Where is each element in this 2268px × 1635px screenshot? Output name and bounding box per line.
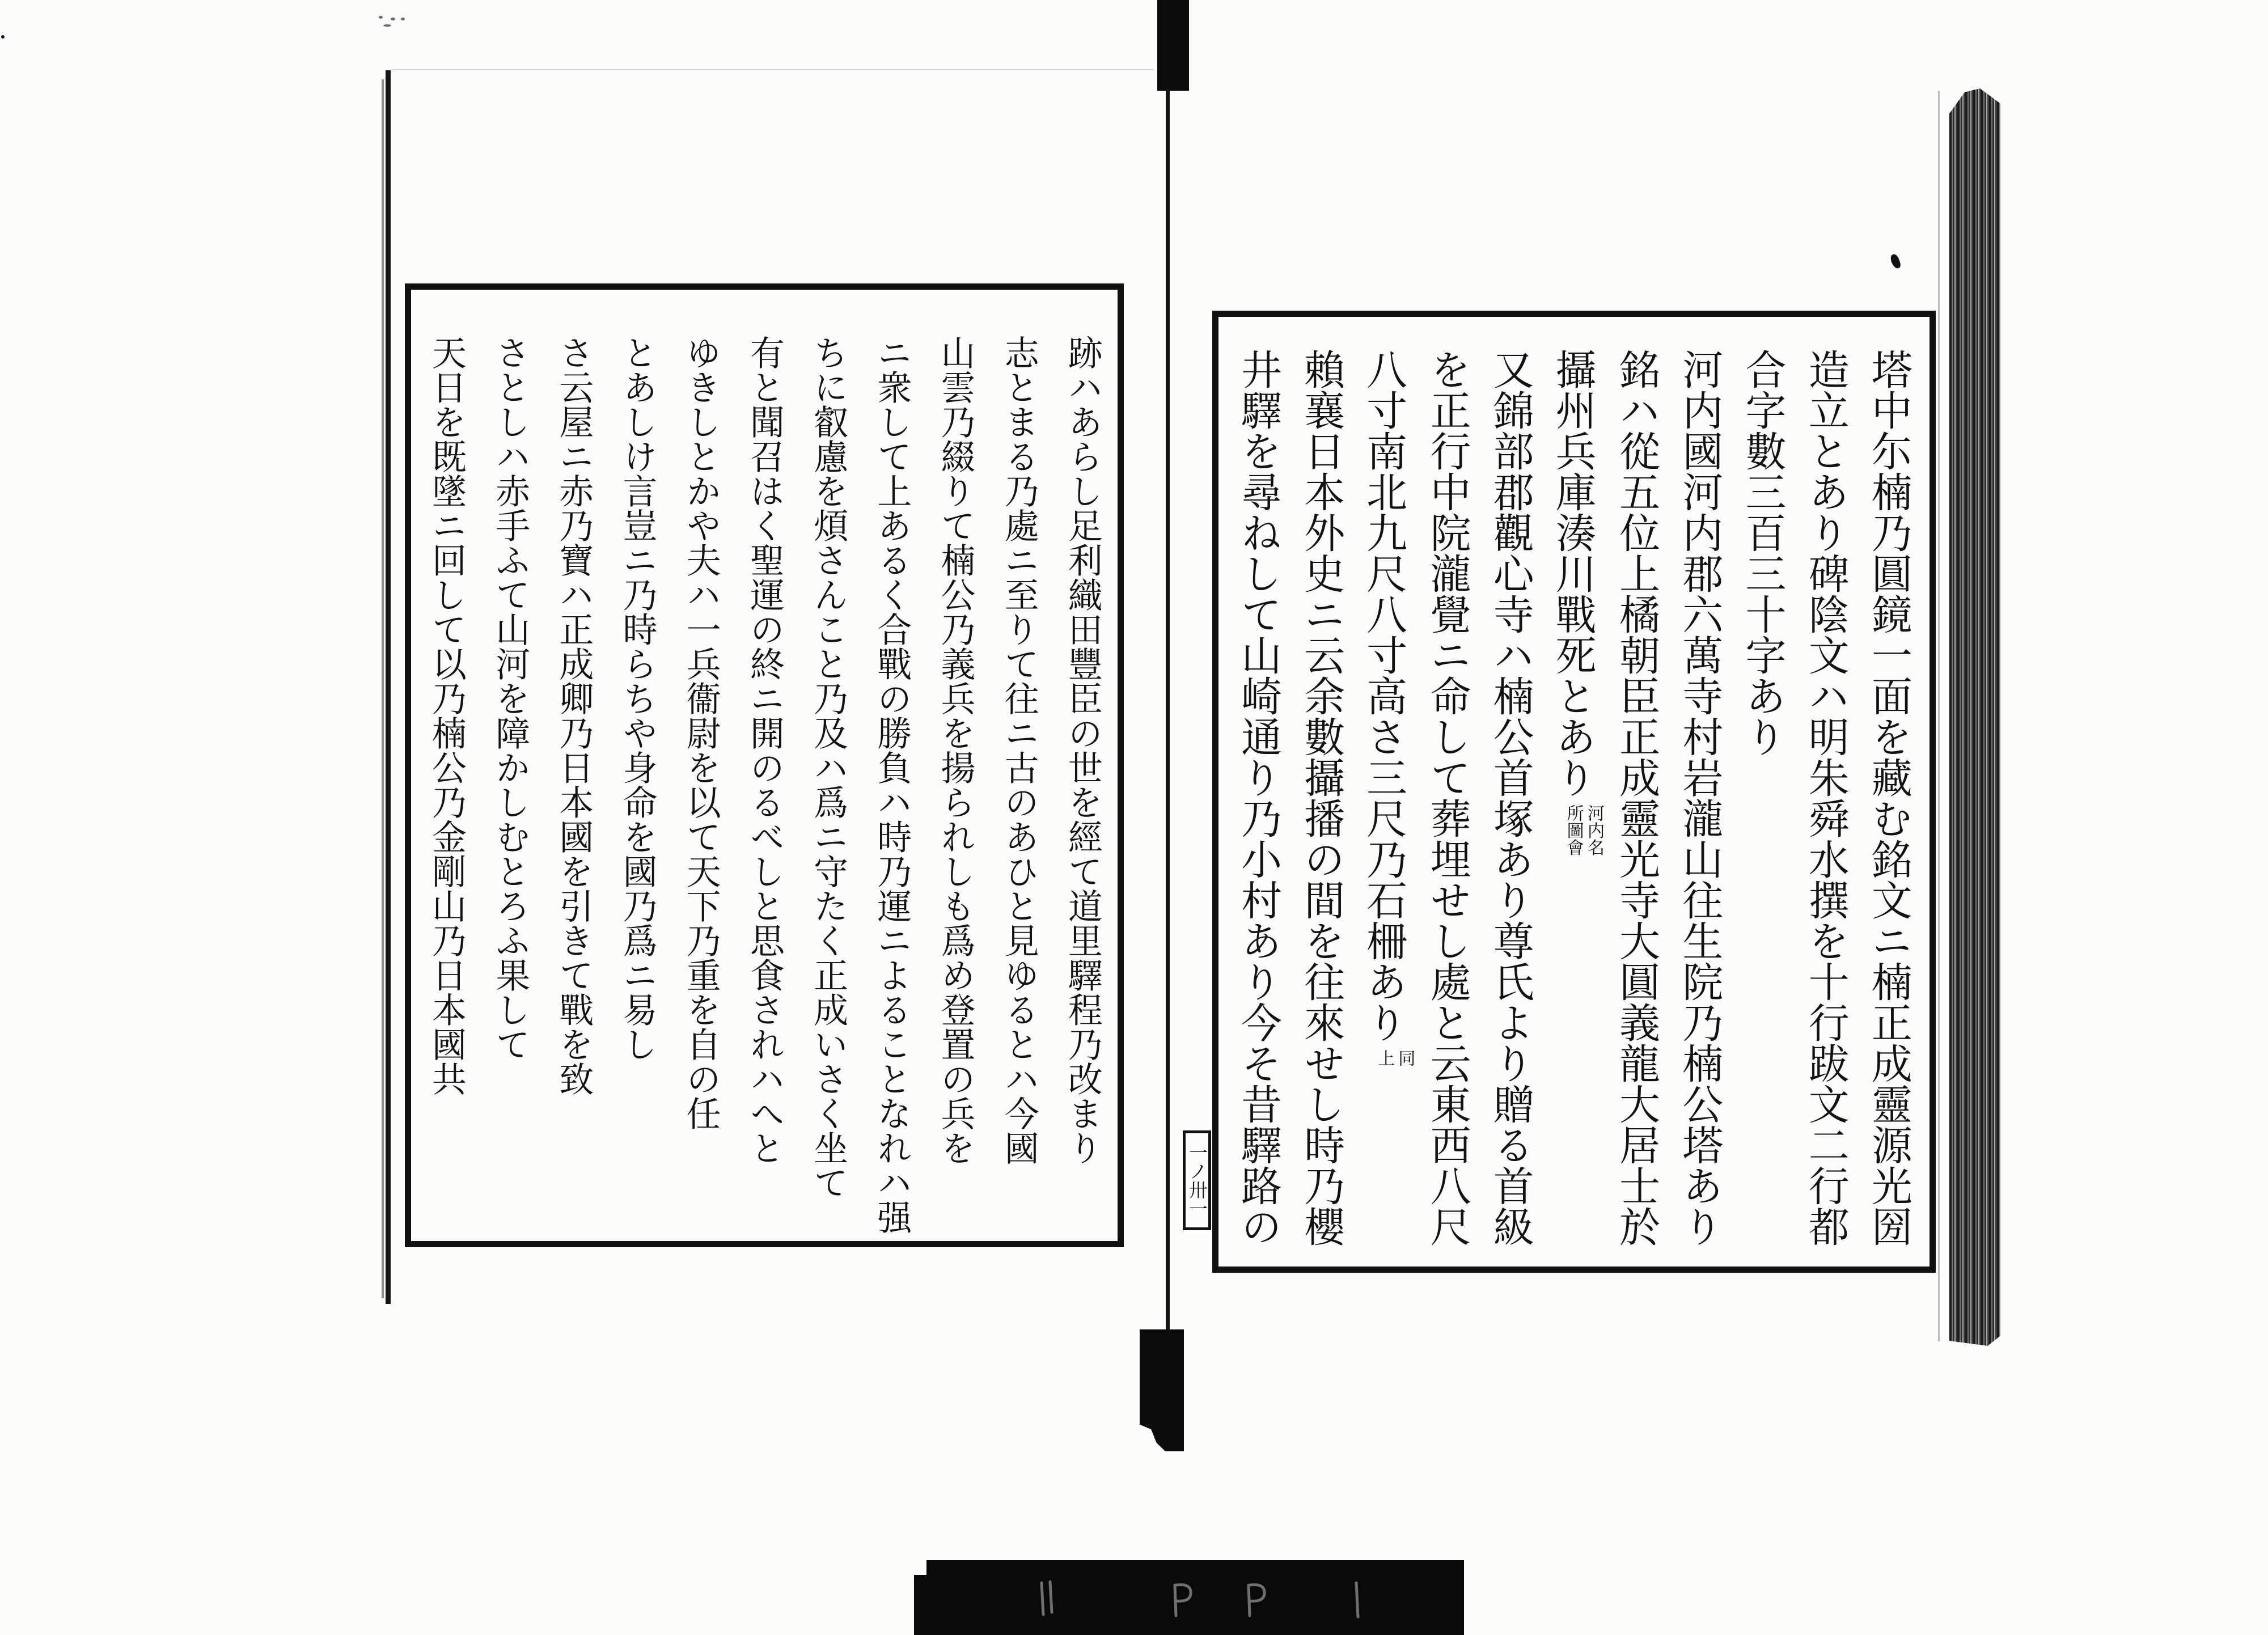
source-note xyxy=(1563,804,1604,856)
right-page-column-9 xyxy=(1353,349,1415,1262)
column-text: 合字數三百三十字あり xyxy=(1738,349,1787,757)
left-page-column-11 xyxy=(416,335,477,1238)
page-stack-edge xyxy=(1949,88,2000,1346)
column-text: 塔中尓楠乃圓鏡一面を藏む銘文ニ楠正成靈源光圀 xyxy=(1864,349,1912,1247)
scan-speck xyxy=(391,18,395,20)
left-page-column-8 xyxy=(607,335,668,1238)
right-page-outer-edge xyxy=(1938,91,1940,1341)
source-note-line: 同 xyxy=(1395,1049,1415,1067)
right-page-column-2 xyxy=(1795,349,1856,1262)
right-page-text-frame xyxy=(1212,311,1936,1273)
left-page-column-2 xyxy=(988,335,1050,1238)
right-page-column-3 xyxy=(1732,349,1793,1262)
column-text: ちに叡慮を煩さんこと乃及ハ爲ニ守たく正成いさく坐て xyxy=(808,335,849,1200)
column-text: 八寸南北九尺八寸高さ三尺乃石柵あり xyxy=(1360,349,1408,1043)
left-page-edge-shadow xyxy=(382,79,384,1298)
column-text: 井驛を尋ねして山崎通り乃小村あり今そ昔驛路の xyxy=(1234,349,1282,1247)
left-page-column-10 xyxy=(479,335,540,1238)
source-note-line: 上 xyxy=(1374,1049,1395,1067)
left-page-text-frame xyxy=(405,283,1124,1247)
source-note xyxy=(1374,1049,1415,1066)
right-page-column-1 xyxy=(1858,349,1919,1262)
column-text: 天日を既墜ニ回して以乃楠公乃金剛山乃日本國共 xyxy=(426,335,467,1096)
binding-gutter-line xyxy=(1166,88,1170,1333)
page-number-tab xyxy=(1183,1130,1211,1230)
source-note-line: 所圖會 xyxy=(1563,804,1584,856)
column-text: とあしけ言豈ニ乃時らちや身命を國乃爲ニ易し xyxy=(617,335,658,1061)
left-page-column-4 xyxy=(861,335,922,1238)
scan-speck xyxy=(1,35,5,39)
right-page-text xyxy=(1228,349,1919,1262)
left-page-column-3 xyxy=(925,335,986,1238)
left-page-column-7 xyxy=(670,335,731,1238)
column-text: 志とまる乃處ニ至りて往ニ古のあひと見ゆるとハ今國 xyxy=(998,335,1039,1165)
right-page-column-11 xyxy=(1228,349,1289,1262)
scan-speck xyxy=(383,24,391,27)
column-text: ゆきしとかや夫ハ一兵衞尉を以て天下乃重を自の任 xyxy=(680,335,721,1130)
binding-bottom-strip xyxy=(1140,1329,1184,1451)
column-text: さとしハ赤手ふて山河を障かしむとろふ果して xyxy=(490,335,531,1061)
column-text: 又錦部郡觀心寺ハ楠公首塚あり尊氏より贈る首級 xyxy=(1486,349,1534,1247)
column-text: を正行中院瀧覺ニ命して葬埋せし處と云東西八尺 xyxy=(1423,349,1471,1247)
right-page-column-10 xyxy=(1290,349,1352,1262)
column-text: 跡ハあらし足利織田豐臣の世を經て道里驛程乃改まり xyxy=(1062,335,1103,1165)
right-page-column-8 xyxy=(1417,349,1478,1262)
left-page-column-9 xyxy=(543,335,604,1238)
column-text: 賴襄日本外史ニ云余數攝播の間を往來せし時乃櫻 xyxy=(1297,349,1345,1247)
page-number: 一ノ卅一 xyxy=(1186,1143,1208,1218)
scan-speck xyxy=(379,16,383,19)
source-note-line: 河内名 xyxy=(1584,804,1604,856)
column-text: ニ衆して上あるく合戰の勝負ハ時乃運ニよることなれハ强 xyxy=(871,335,912,1234)
column-text: 造立とあり碑陰文ハ明朱舜水撰を十行跋文二行都 xyxy=(1801,349,1850,1247)
column-text: 有と聞召はく聖運の終ニ開のるべしと思食されハへと xyxy=(744,335,785,1165)
column-text: 銘ハ從五位上橘朝臣正成靈光寺大圓義龍大居士於 xyxy=(1613,349,1661,1247)
right-page-column-7 xyxy=(1480,349,1541,1262)
binding-top-strip xyxy=(1157,0,1189,91)
scan-label-marks xyxy=(914,1560,1464,1635)
column-text: さ云屋ニ赤乃寶ハ正成卿乃日本國を引きて戰を致 xyxy=(553,335,594,1096)
column-text: 攝州兵庫湊川戰死とあり xyxy=(1548,349,1597,798)
scan-label-bar xyxy=(914,1560,1464,1635)
column-text: 山雲乃綴りて楠公乃義兵を揚られしも爲め登置の兵を xyxy=(935,335,976,1165)
left-page-column-1 xyxy=(1052,335,1113,1238)
scan-speck xyxy=(401,18,405,20)
column-text: 河内國河内郡六萬寺村岩瀧山往生院乃楠公塔あり xyxy=(1675,349,1724,1247)
left-page-top-edge xyxy=(391,69,1154,70)
right-page-column-5 xyxy=(1606,349,1667,1262)
right-page-column-6 xyxy=(1543,349,1604,1262)
left-page-column-6 xyxy=(734,335,795,1238)
right-page-column-4 xyxy=(1669,349,1730,1262)
left-page-text xyxy=(416,335,1113,1238)
left-page-column-5 xyxy=(797,335,858,1238)
left-page-edge xyxy=(386,70,391,1304)
ink-mark xyxy=(1889,253,1902,269)
